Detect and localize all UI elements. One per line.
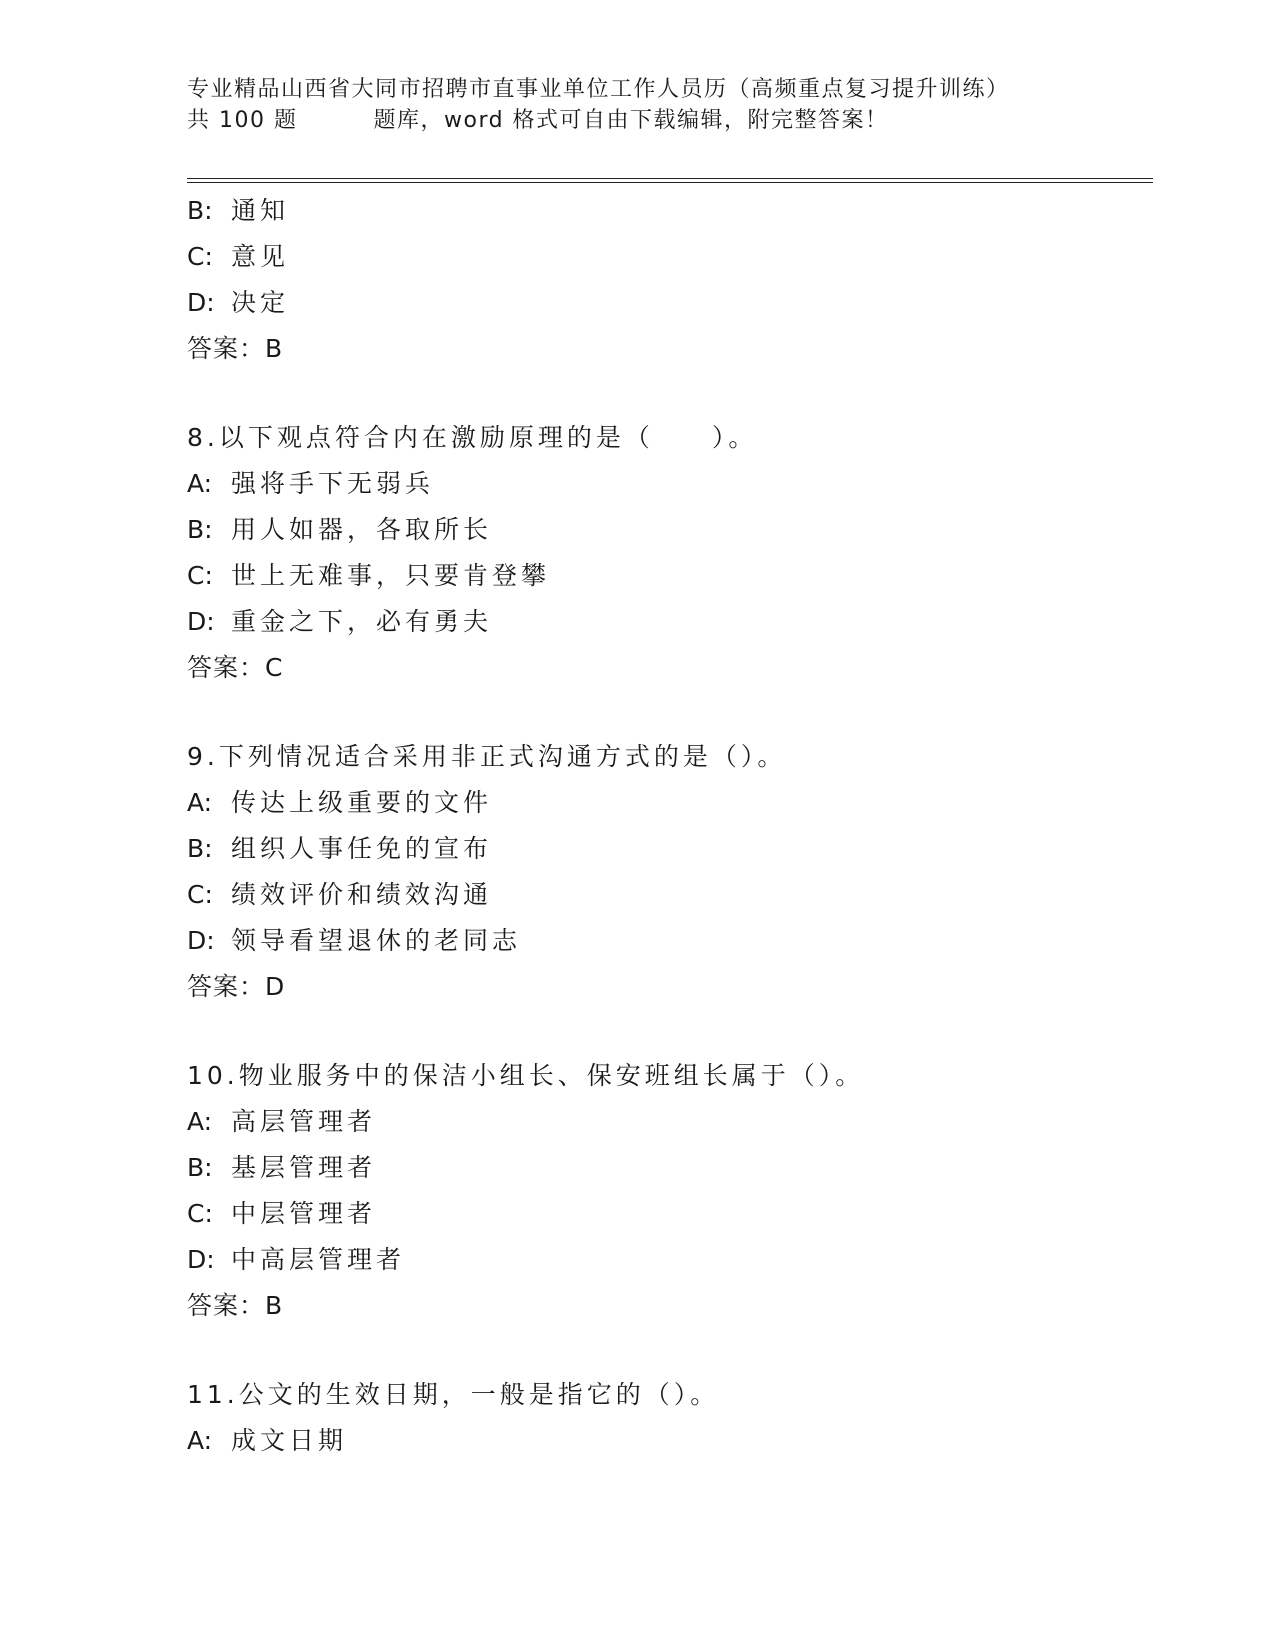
header-divider-bottom (187, 182, 1153, 183)
option-letter: D: (187, 1245, 215, 1274)
document-header (187, 74, 1087, 136)
question-spacer (187, 1329, 1147, 1372)
option-text: 基层管理者 (231, 1153, 377, 1182)
option-row (187, 188, 1147, 234)
option-text: 传达上级重要的文件 (231, 788, 493, 817)
option-text: 中高层管理者 (231, 1245, 406, 1274)
option-row (187, 280, 1147, 326)
option-row (187, 1145, 1147, 1191)
option-letter: C: (187, 1199, 213, 1228)
option-row (187, 553, 1147, 599)
option-row (187, 1418, 1147, 1464)
header-question-count: 共 100 题 (187, 108, 298, 133)
option-text: 成文日期 (231, 1426, 348, 1455)
question-block-9 (187, 734, 1147, 1010)
option-text: 绩效评价和绩效沟通 (231, 880, 493, 909)
option-text: 决定 (231, 288, 290, 317)
answer-line: 答案：D (187, 972, 286, 1001)
question-stem: 8.以下观点符合内在激励原理的是（ ）。 (187, 423, 758, 452)
header-subtitle-line (187, 105, 1087, 136)
question-stem: 9.下列情况适合采用非正式沟通方式的是（）。 (187, 742, 787, 771)
option-text: 用人如器，各取所长 (231, 515, 493, 544)
question-stem: 11.公文的生效日期，一般是指它的（）。 (187, 1380, 720, 1409)
option-letter: C: (187, 242, 213, 271)
option-letter: A: (187, 1107, 213, 1136)
option-letter: A: (187, 469, 213, 498)
option-text: 组织人事任免的宣布 (231, 834, 493, 863)
answer-line: 答案：B (187, 334, 284, 363)
option-letter: A: (187, 788, 213, 817)
option-row (187, 461, 1147, 507)
question-block-11 (187, 1372, 1147, 1464)
option-letter: B: (187, 515, 213, 544)
question-list (187, 188, 1147, 1464)
option-row (187, 872, 1147, 918)
header-divider-top (187, 178, 1153, 179)
option-letter: B: (187, 834, 213, 863)
question-block-carryover (187, 188, 1147, 372)
option-text: 领导看望退休的老同志 (231, 926, 522, 955)
question-spacer (187, 372, 1147, 415)
option-text: 高层管理者 (231, 1107, 377, 1136)
option-row (187, 234, 1147, 280)
option-letter: A: (187, 1426, 213, 1455)
question-block-10 (187, 1053, 1147, 1329)
option-letter: B: (187, 196, 213, 225)
option-row (187, 918, 1147, 964)
answer-line: 答案：B (187, 1291, 284, 1320)
answer-line: 答案：C (187, 653, 284, 682)
header-title-line: 专业精品山西省大同市招聘市直事业单位工作人员历（高频重点复习提升训练） (187, 77, 1010, 102)
option-letter: D: (187, 926, 215, 955)
option-text: 重金之下，必有勇夫 (231, 607, 493, 636)
option-letter: B: (187, 1153, 213, 1182)
option-text: 通知 (231, 196, 290, 225)
option-letter: D: (187, 607, 215, 636)
option-letter: C: (187, 561, 213, 590)
option-row (187, 1237, 1147, 1283)
option-row (187, 1099, 1147, 1145)
option-text: 意见 (231, 242, 290, 271)
question-spacer (187, 1010, 1147, 1053)
option-letter: D: (187, 288, 215, 317)
option-text: 强将手下无弱兵 (231, 469, 435, 498)
question-spacer (187, 691, 1147, 734)
option-text: 中层管理者 (231, 1199, 377, 1228)
option-row (187, 780, 1147, 826)
question-stem: 10.物业服务中的保洁小组长、保安班组长属于（）。 (187, 1061, 865, 1090)
option-row (187, 826, 1147, 872)
header-description: 题库，word 格式可自由下载编辑，附完整答案！ (373, 108, 889, 133)
option-letter: C: (187, 880, 213, 909)
option-row (187, 599, 1147, 645)
option-text: 世上无难事，只要肯登攀 (231, 561, 551, 590)
question-block-8 (187, 415, 1147, 691)
option-row (187, 1191, 1147, 1237)
option-row (187, 507, 1147, 553)
